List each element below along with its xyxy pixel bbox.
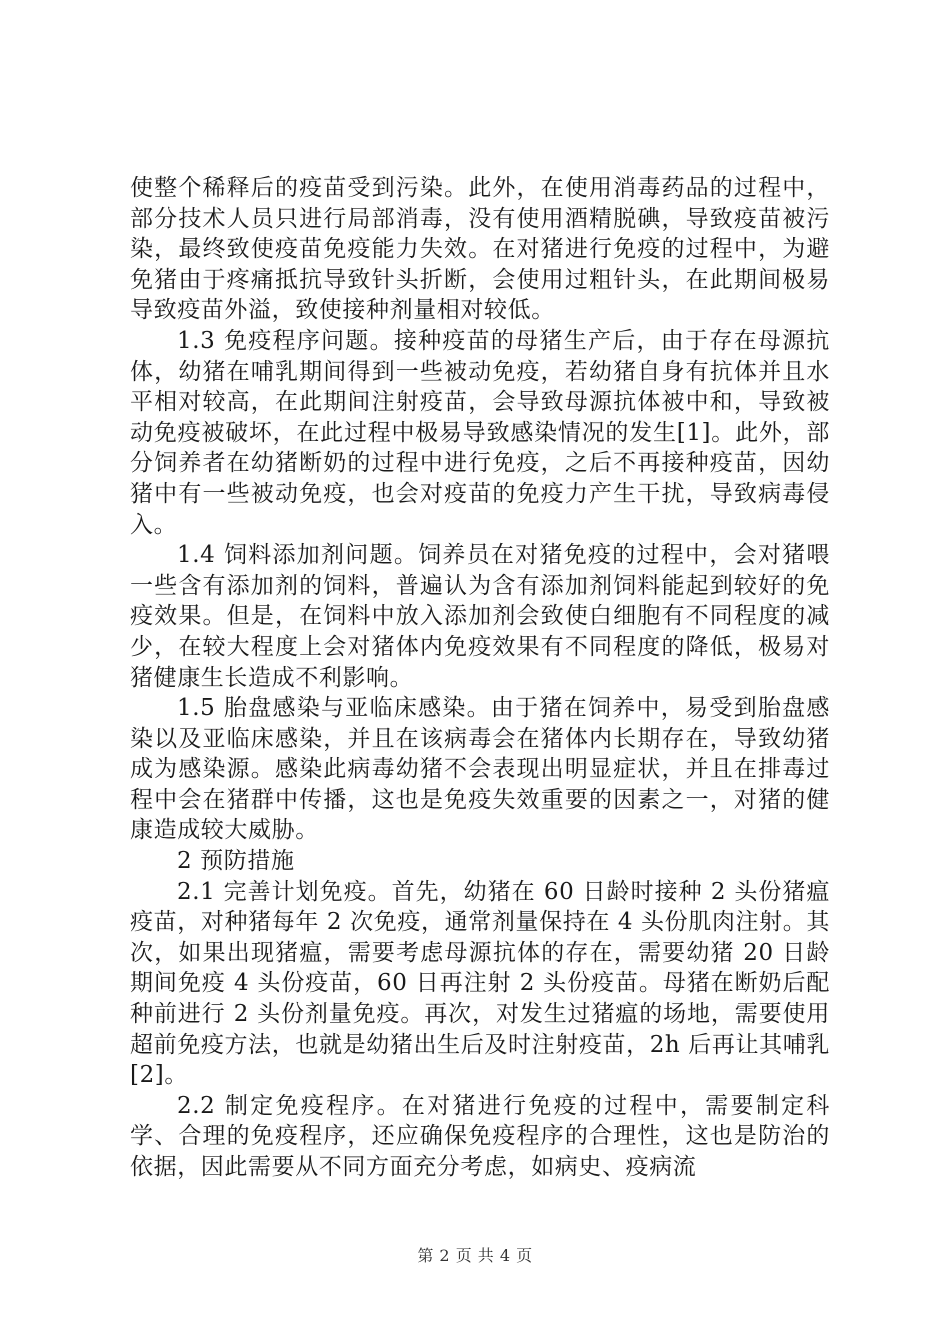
page-footer: 第 2 页 共 4 页 [417,1246,533,1265]
section-heading-2: 2 预防措施 [177,848,295,875]
paragraph-2-2: 2.2 制定免疫程序。在对猪进行免疫的过程中，需要制定科学、合理的免疫程序，还应确保免疫程序的合理性，这也是防治的依据，因此需要从不同方面充分考虑，如病史、疫病流 [130,1092,830,1180]
paragraph-continuation: 使整个稀释后的疫苗受到污染。此外，在使用消毒药品的过程中，部分技术人员只进行局部消毒，没有使用酒精脱碘，导致疫苗被污染，最终致使疫苗免疫能力失效。在对猪进行免疫的过程中，为避免猪由于疼痛抵抗导致针头折断，会使用过粗针头，在此期间极易导致疫苗外溢，致使接种剂量相对较低。 [130,175,830,324]
body-text [130,173,830,1183]
paragraph-2-1: 2.1 完善计划免疫。首先，幼猪在 60 日龄时接种 2 头份猪瘟疫苗，对种猪每年 2 次免疫，通常剂量保持在 4 头份肌肉注射。其次，如果出现猪瘟，需要考虑母源抗体的存在，需要幼猪 20 日龄期间免疫 4 头份疫苗，60 日再注射 2 头份疫苗。母猪在断奶后配种前进行 2 头份剂量免疫。再次，对发生过猪瘟的场地，需要使用超前免疫方法，也就是幼猪出生后及时注射疫苗，2h 后再让其哺乳[2]。 [130,878,830,1089]
paragraph-1-5: 1.5 胎盘感染与亚临床感染。由于猪在饲养中，易受到胎盘感染以及亚临床感染，并且在该病毒会在猪体内长期存在，导致幼猪成为感染源。感染此病毒幼猪不会表现出明显症状，并且在排毒过程中会在猪群中传播，这也是免疫失效重要的因素之一，对猪的健康造成较大威胁。 [130,695,830,844]
paragraph-1-3: 1.3 免疫程序问题。接种疫苗的母猪生产后，由于存在母源抗体，幼猪在哺乳期间得到一些被动免疫，若幼猪自身有抗体并且水平相对较高，在此期间注射疫苗，会导致母源抗体被中和，导致被动免疫被破坏，在此过程中极易导致感染情况的发生[1]。此外，部分饲养者在幼猪断奶的过程中进行免疫，之后不再接种疫苗，因幼猪中有一些被动免疫，也会对疫苗的免疫力产生干扰，导致病毒侵入。 [130,327,830,538]
paragraph-1-4: 1.4 饲料添加剂问题。饲养员在对猪免疫的过程中，会对猪喂一些含有添加剂的饲料，普遍认为含有添加剂饲料能起到较好的免疫效果。但是，在饲料中放入添加剂会致使白细胞有不同程度的减少，在较大程度上会对猪体内免疫效果有不同程度的降低，极易对猪健康生长造成不利影响。 [130,542,830,691]
